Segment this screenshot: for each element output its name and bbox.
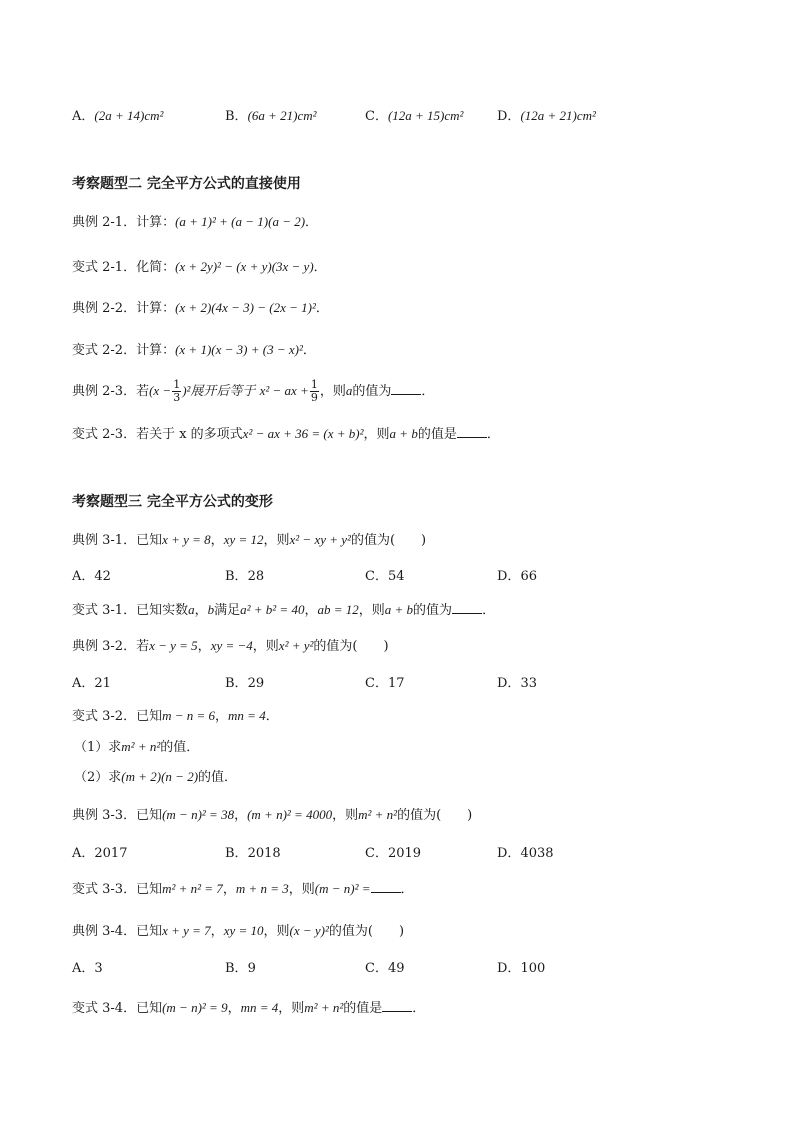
variant-3-4: 变式 3-4．已知(m − n)² = 9，mn = 4，则m² + n²的值是 ．	[72, 1000, 426, 1016]
variant-3-3: 变式 3-3．已知m² + n² = 7，m + n = 3，则(m − n)² = ．	[72, 881, 414, 897]
fraction: $\frac{1}{3}$	[173, 378, 181, 404]
fraction: $\frac{1}{9}$	[310, 378, 318, 404]
option-c: C．2019	[365, 846, 422, 861]
option-c: C．49	[365, 961, 405, 976]
variant-3-2-part-2: （2）求(m + 2)(n − 2)的值．	[74, 769, 238, 785]
section-heading: 考察题型二 完全平方公式的直接使用	[72, 176, 301, 192]
option-d: D．4038	[497, 846, 554, 861]
option-d: D．100	[497, 961, 546, 976]
answer-blank[interactable]	[391, 382, 421, 395]
option-a: A．21	[72, 676, 111, 691]
option-b: B．(6a + 21)cm²	[225, 108, 317, 124]
example-3-1: 典例 3-1．已知x + y = 8，xy = 12，则x² − xy + y²的值为( )	[72, 532, 427, 548]
section-heading: 考察题型三 完全平方公式的变形	[72, 494, 273, 510]
option-a: A．2017	[72, 846, 128, 861]
answer-blank[interactable]	[457, 425, 487, 438]
variant-2-2: 变式 2-2．计算：(x + 1)(x − 3) + (3 − x)²．	[72, 342, 316, 358]
variant-3-2-part-1: （1）求m² + n²的值．	[74, 739, 200, 755]
variant-3-2: 变式 3-2．已知m − n = 6，mn = 4．	[72, 708, 279, 724]
option-d: D．33	[497, 676, 537, 691]
option-a: A．(2a + 14)cm²	[72, 108, 164, 124]
variant-2-3: 变式 2-3．若关于 x 的多项式x² − ax + 36 = (x + b)²，则a + b的值是 ．	[72, 426, 500, 442]
example-3-4: 典例 3-4．已知x + y = 7，xy = 10，则(x − y)²的值为( )	[72, 923, 405, 939]
example-3-3: 典例 3-3．已知(m − n)² = 38，(m + n)² = 4000，则m² + n²的值为( )	[72, 807, 473, 823]
option-b: B．28	[225, 569, 265, 584]
option-d: D．(12a + 21)cm²	[497, 108, 596, 124]
option-c: C．54	[365, 569, 405, 584]
variant-3-1: 变式 3-1．已知实数a，b满足a² + b² = 40，ab = 12，则a + b的值为 ．	[72, 602, 496, 618]
option-a: A．3	[72, 961, 103, 976]
answer-blank[interactable]	[382, 999, 412, 1012]
option-b: B．9	[225, 961, 256, 976]
example-2-3: 典例 2-3．若(x − $\frac{1}{3}$ )²展开后等于 x² − ax + $\frac{1}{9}$ ，则a的值为 ．	[72, 378, 435, 404]
option-a: A．42	[72, 569, 111, 584]
example-3-2: 典例 3-2．若x − y = 5，xy = −4，则x² + y²的值为( )	[72, 638, 389, 654]
option-b: B．29	[225, 676, 265, 691]
example-2-1: 典例 2-1．计算：(a + 1)² + (a − 1)(a − 2)．	[72, 214, 319, 230]
example-2-2: 典例 2-2．计算：(x + 2)(4x − 3) − (2x − 1)²．	[72, 300, 329, 316]
variant-2-1: 变式 2-1．化简：(x + 2y)² − (x + y)(3x − y)．	[72, 259, 327, 275]
option-b: B．2018	[225, 846, 281, 861]
option-c: C．17	[365, 676, 405, 691]
answer-blank[interactable]	[371, 880, 401, 893]
option-d: D．66	[497, 569, 537, 584]
option-c: C．(12a + 15)cm²	[365, 108, 464, 124]
answer-blank[interactable]	[452, 601, 482, 614]
